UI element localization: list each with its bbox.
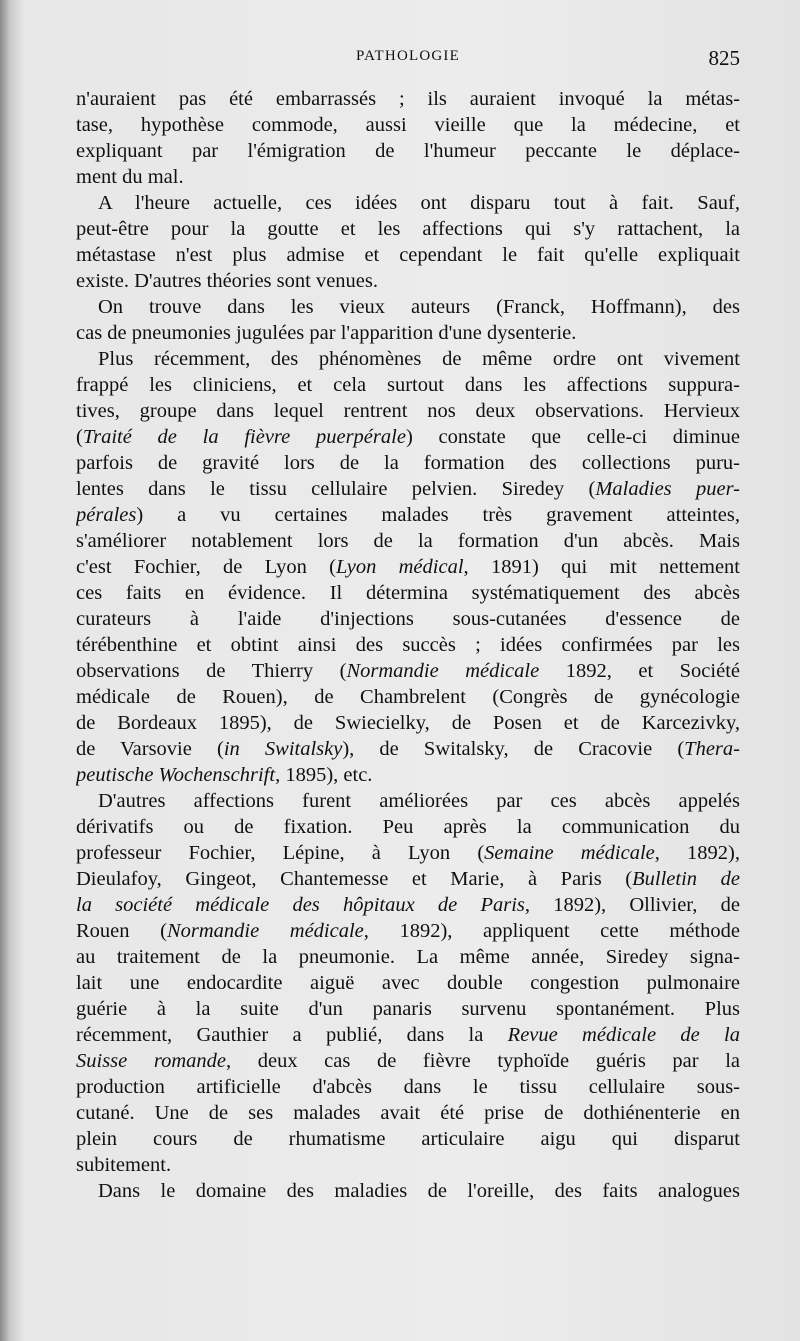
italic-title: la société médicale des hôpitaux de Paris xyxy=(76,894,525,916)
text-line: au traitement de la pneumonie. La même année, Siredey signa- xyxy=(76,946,740,968)
running-head xyxy=(76,46,740,74)
text-run: récemment, Gauthier a publié, dans la xyxy=(76,1024,508,1046)
italic-title: Maladies puer- xyxy=(595,478,740,500)
text-line xyxy=(76,424,740,450)
text-run: lentes dans le tissu cellulaire pelvien. Siredey ( xyxy=(76,478,596,500)
italic-title: in Switalsky xyxy=(223,738,343,760)
italic-title: Suisse romande xyxy=(76,1050,226,1072)
running-head-title: PATHOLOGIE xyxy=(356,48,460,64)
text-line xyxy=(76,918,740,944)
text-line: curateurs à l'aide d'injections sous-cutanées d'essence de xyxy=(76,608,740,630)
italic-title: Revue médicale de la xyxy=(507,1024,740,1046)
text-line: peut-être pour la goutte et les affections qui s'y rattachent, la xyxy=(76,218,740,240)
text-line: frappé les cliniciens, et cela surtout dans les affections suppura- xyxy=(76,374,740,396)
text-run: , 1895), etc. xyxy=(275,764,373,786)
italic-title: Normandie médicale xyxy=(166,920,364,942)
text-run: , 1892), xyxy=(654,842,740,864)
text-line: plein cours de rhumatisme articulaire aigu qui disparut xyxy=(76,1128,740,1150)
text-line: D'autres affections furent améliorées par ces abcès appelés xyxy=(98,790,740,812)
text-run: observations de Thierry ( xyxy=(76,660,347,682)
text-run: Rouen ( xyxy=(76,920,167,942)
text-line: dérivatifs ou de fixation. Peu après la communication du xyxy=(76,816,740,838)
text-line: subitement. xyxy=(76,1154,172,1176)
text-line xyxy=(76,840,740,866)
page-number: 825 xyxy=(708,46,740,70)
italic-title: Semaine médicale xyxy=(484,842,655,864)
italic-title: Lyon médical xyxy=(335,556,464,578)
text-line: médicale de Rouen), de Chambrelent (Congrès de gynécologie xyxy=(76,686,740,708)
text-line xyxy=(76,1022,740,1048)
italic-title: Traité de la fièvre puerpérale xyxy=(82,426,406,448)
text-run: , 1891) qui mit nettement xyxy=(463,556,740,578)
text-run: ( xyxy=(76,426,83,448)
text-line: s'améliorer notablement lors de la formation d'un abcès. Mais xyxy=(76,530,740,552)
text-line: lait une endocardite aiguë avec double congestion pulmonaire xyxy=(76,972,740,994)
text-run: c'est Fochier, de Lyon ( xyxy=(76,556,336,578)
italic-title: Normandie médicale xyxy=(346,660,540,682)
text-run: de Varsovie ( xyxy=(76,738,224,760)
text-line: Plus récemment, des phénomènes de même ordre ont vivement xyxy=(98,348,740,370)
text-line: ces faits en évidence. Il détermina systématiquement des abcès xyxy=(76,582,740,604)
text-line xyxy=(76,1048,740,1074)
text-run: , deux cas de fièvre typhoïde guéris par la xyxy=(225,1050,740,1072)
text-line: guérie à la suite d'un panaris survenu spontanément. Plus xyxy=(76,998,740,1020)
text-line xyxy=(76,658,740,684)
text-line: n'auraient pas été embarrassés ; ils auraient invoqué la métas- xyxy=(76,88,740,110)
text-run: ) constate que celle-ci diminue xyxy=(405,426,740,448)
text-line: métastase n'est plus admise et cependant le fait qu'elle expliquait xyxy=(76,244,740,266)
text-line xyxy=(76,762,740,788)
text-line xyxy=(76,866,740,892)
text-run: 1892, et Société xyxy=(539,660,740,682)
text-run: professeur Fochier, Lépine, à Lyon ( xyxy=(76,842,485,864)
text-line: A l'heure actuelle, ces idées ont disparu tout à fait. Sauf, xyxy=(98,192,740,214)
text-line xyxy=(76,476,740,502)
text-line xyxy=(76,736,740,762)
text-run: ), de Switalsky, de Cracovie ( xyxy=(342,738,685,760)
body-text xyxy=(76,86,740,1204)
italic-title: Bulletin de xyxy=(632,868,740,890)
text-run: , 1892), Ollivier, de xyxy=(524,894,740,916)
text-line xyxy=(76,892,740,918)
text-run: ) a vu certaines malades très gravement atteintes, xyxy=(136,504,740,526)
text-line: parfois de gravité lors de la formation des collections puru- xyxy=(76,452,740,474)
text-line: tives, groupe dans lequel rentrent nos deux observations. Hervieux xyxy=(76,400,740,422)
text-line: cas de pneumonies jugulées par l'apparition d'une dysenterie. xyxy=(76,322,577,344)
text-run: Dieulafoy, Gingeot, Chantemesse et Marie, à Paris ( xyxy=(76,868,633,890)
text-line: production artificielle d'abcès dans le tissu cellulaire sous- xyxy=(76,1076,740,1098)
text-line: cutané. Une de ses malades avait été prise de dothiénenterie en xyxy=(76,1102,740,1124)
text-line: On trouve dans les vieux auteurs (Franck, Hoffmann), des xyxy=(98,296,740,318)
text-line: térébenthine et obtint ainsi des succès ; idées confirmées par les xyxy=(76,634,740,656)
text-line: tase, hypothèse commode, aussi vieille que la médecine, et xyxy=(76,114,740,136)
text-line: Dans le domaine des maladies de l'oreille, des faits analogues xyxy=(98,1180,740,1202)
text-line: ment du mal. xyxy=(76,166,184,188)
italic-title: peutische Wochenschrift xyxy=(76,764,276,786)
italic-title: Thera- xyxy=(684,738,740,760)
text-line: existe. D'autres théories sont venues. xyxy=(76,270,379,292)
text-run: , 1892), appliquent cette méthode xyxy=(363,920,740,942)
text-line xyxy=(76,554,740,580)
text-line xyxy=(76,502,740,528)
text-line: de Bordeaux 1895), de Swiecielky, de Posen et de Karcezivky, xyxy=(76,712,740,734)
text-line: expliquant par l'émigration de l'humeur peccante le déplace- xyxy=(76,140,740,162)
italic-title: pérales xyxy=(76,504,137,526)
